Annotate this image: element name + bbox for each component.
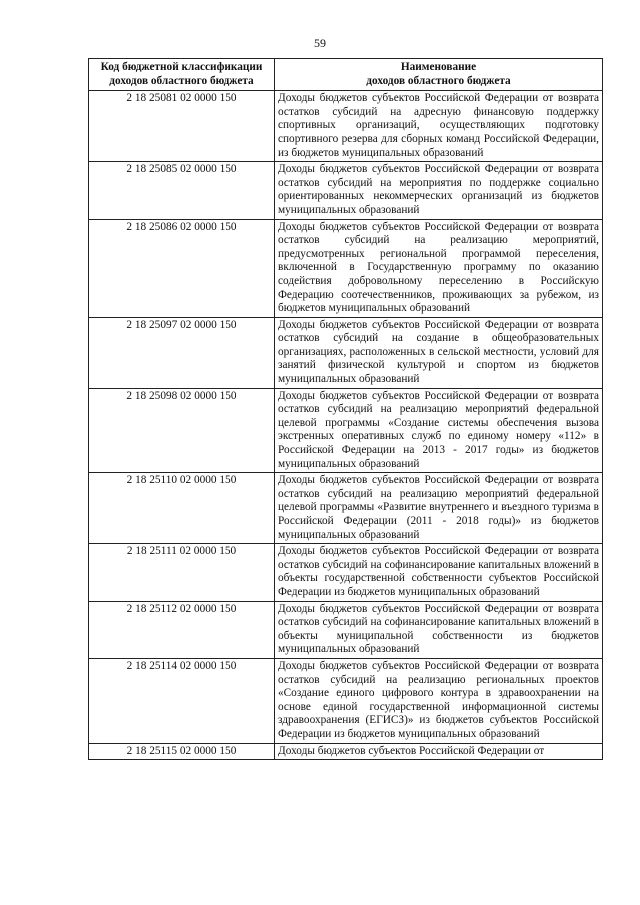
table-row: [89, 162, 603, 219]
row-name: Доходы бюджетов субъектов Российской Федерации от: [275, 743, 603, 760]
row-code: 2 18 25115 02 0000 150: [89, 743, 275, 760]
table-row: [89, 601, 603, 658]
row-code: 2 18 25098 02 0000 150: [89, 388, 275, 473]
row-code: 2 18 25085 02 0000 150: [89, 162, 275, 219]
table-row: [89, 91, 603, 162]
row-name: Доходы бюджетов субъектов Российской Федерации от возврата остатков субсидий на реализацию мероприятий федеральной целевой программы «Создание системы обеспечения вызова экстренных оперативных служб по единому номеру «112» в Российской Федерации на 2013 - 2017 годы» из бюджетов муниципальных образований: [275, 388, 603, 473]
header-name-line-2: доходов областного бюджета: [366, 74, 511, 87]
row-name: Доходы бюджетов субъектов Российской Федерации от возврата остатков субсидий на софинансирование капитальных вложений в объекты муниципальной собственности из бюджетов муниципальных образований: [275, 601, 603, 658]
table-header-row: [89, 59, 603, 91]
budget-classification-table: [88, 58, 603, 760]
row-code: 2 18 25110 02 0000 150: [89, 473, 275, 544]
row-name: Доходы бюджетов субъектов Российской Федерации от возврата остатков субсидий на реализацию мероприятий, предусмотренных региональной программой переселения, включенной в Государственную программу по оказанию содействия добровольному переселению в Российскую Федерацию соотечественников, проживающих за рубежом, из бюджетов муниципальных образований: [275, 219, 603, 317]
table-row: [89, 544, 603, 601]
row-code: 2 18 25114 02 0000 150: [89, 658, 275, 743]
header-code: [89, 59, 275, 91]
table-row: [89, 219, 603, 317]
row-name: Доходы бюджетов субъектов Российской Федерации от возврата остатков субсидий на софинансирование капитальных вложений в объекты государственной собственности субъектов Российской Федерации из бюджетов муниципальных образований: [275, 544, 603, 601]
header-code-line-2: доходов областного бюджета: [109, 74, 254, 87]
header-name-line-1: Наименование: [400, 61, 477, 73]
row-name: Доходы бюджетов субъектов Российской Федерации от возврата остатков субсидий на реализацию мероприятий федеральной целевой программы «Развитие внутреннего и въездного туризма в Российской Федерации (2011 - 2018 годы)» из бюджетов муниципальных образований: [275, 473, 603, 544]
table-row: [89, 388, 603, 473]
row-code: 2 18 25111 02 0000 150: [89, 544, 275, 601]
row-code: 2 18 25097 02 0000 150: [89, 317, 275, 388]
table-row: [89, 743, 603, 760]
header-name: [275, 59, 603, 91]
row-code: 2 18 25081 02 0000 150: [89, 91, 275, 162]
row-name: Доходы бюджетов субъектов Российской Федерации от возврата остатков субсидий на мероприятия по поддержке социально ориентированных некоммерческих организаций из бюджетов муниципальных образований: [275, 162, 603, 219]
row-code: 2 18 25112 02 0000 150: [89, 601, 275, 658]
row-name: Доходы бюджетов субъектов Российской Федерации от возврата остатков субсидий на создание в общеобразовательных организациях, расположенных в сельской местности, условий для занятий физической культурой и спортом из бюджетов муниципальных образований: [275, 317, 603, 388]
row-code: 2 18 25086 02 0000 150: [89, 219, 275, 317]
table-row: [89, 317, 603, 388]
table-row: [89, 473, 603, 544]
row-name: Доходы бюджетов субъектов Российской Федерации от возврата остатков субсидий на адресную финансовую поддержку спортивных организаций, осуществляющих подготовку спортивного резерва для сборных команд Российской Федерации, из бюджетов муниципальных образований: [275, 91, 603, 162]
row-name: Доходы бюджетов субъектов Российской Федерации от возврата остатков субсидий на реализацию региональных проектов «Создание единого цифрового контура в здравоохранении на основе единой государственной информационной системы здравоохранения (ЕГИСЗ)» из бюджетов субъектов Российской Федерации из бюджетов муниципальных образований: [275, 658, 603, 743]
table-row: [89, 658, 603, 743]
header-code-line-1: Код бюджетной классификации: [100, 61, 263, 73]
page-number: 59: [314, 36, 326, 50]
